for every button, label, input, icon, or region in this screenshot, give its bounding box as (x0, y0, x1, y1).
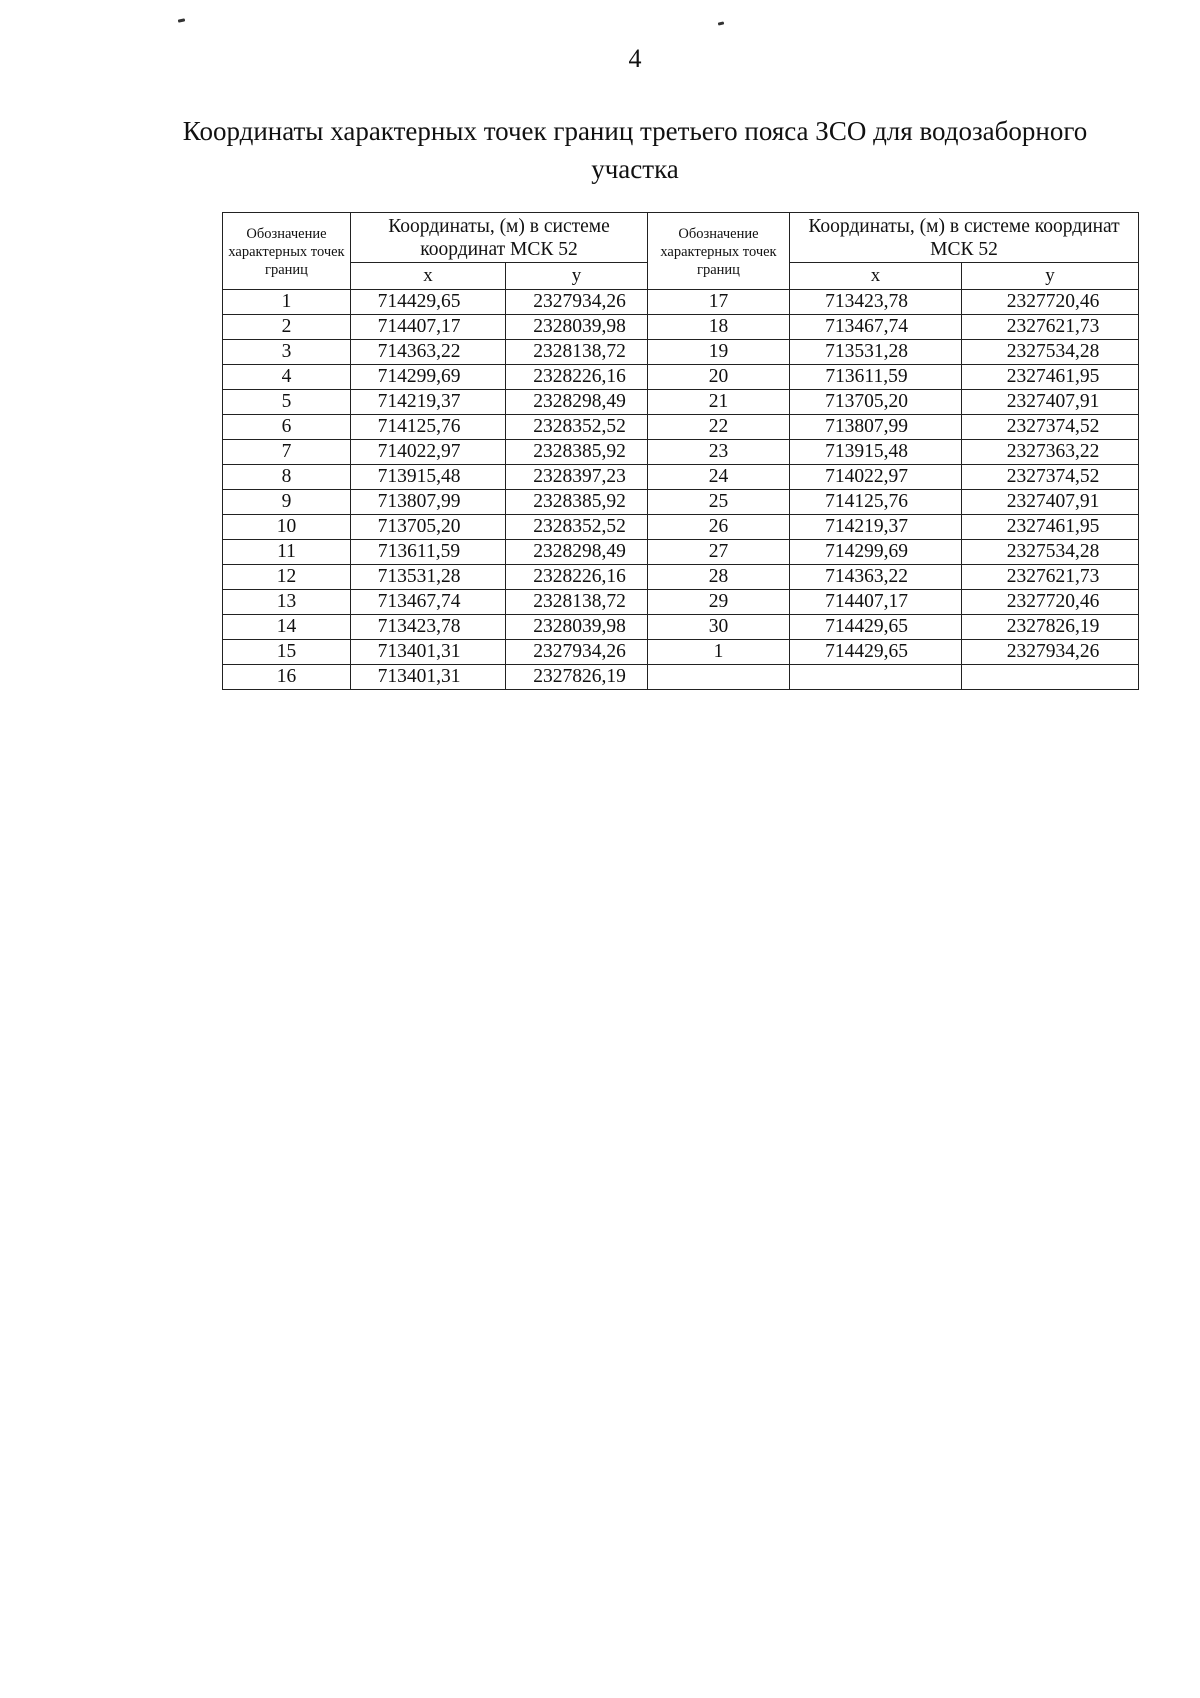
point-number-cell: 16 (223, 665, 351, 690)
point-number-cell: 18 (648, 315, 790, 340)
x-coordinate-cell: 714429,65 (790, 640, 962, 665)
point-number-cell: 2 (223, 315, 351, 340)
point-number-cell: 25 (648, 490, 790, 515)
x-coordinate-cell: 714299,69 (790, 540, 962, 565)
table-body (223, 290, 1139, 690)
x-coordinate-cell: 713915,48 (790, 440, 962, 465)
point-number-cell: 12 (223, 565, 351, 590)
coordinates-table (222, 212, 1139, 690)
header-coordinates: Координаты, (м) в системе координат МСК 52 (351, 213, 648, 263)
y-coordinate-cell: 2327934,26 (506, 640, 648, 665)
header-coordinates: Координаты, (м) в системе координат МСК 52 (790, 213, 1139, 263)
y-coordinate-cell: 2328138,72 (506, 340, 648, 365)
x-coordinate-cell: 714429,65 (351, 290, 506, 315)
x-coordinate-cell: 713915,48 (351, 465, 506, 490)
point-number-cell: 3 (223, 340, 351, 365)
x-coordinate-cell: 713423,78 (351, 615, 506, 640)
scan-artifact (718, 21, 724, 25)
point-number-cell: 21 (648, 390, 790, 415)
x-coordinate-cell: 714429,65 (790, 615, 962, 640)
y-coordinate-cell: 2327407,91 (962, 490, 1139, 515)
y-coordinate-cell: 2327720,46 (962, 590, 1139, 615)
point-number-cell: 30 (648, 615, 790, 640)
point-number-cell: 13 (223, 590, 351, 615)
y-coordinate-cell: 2327934,26 (506, 290, 648, 315)
x-coordinate-cell: 713807,99 (790, 415, 962, 440)
point-number-cell: 1 (648, 640, 790, 665)
x-coordinate-cell: 713807,99 (351, 490, 506, 515)
point-number-cell: 7 (223, 440, 351, 465)
header-designation: Обозначение характерных точек границ (648, 213, 790, 290)
table-row (223, 365, 1139, 390)
table-row (223, 490, 1139, 515)
y-coordinate-cell: 2328385,92 (506, 490, 648, 515)
table-row (223, 440, 1139, 465)
point-number-cell: 19 (648, 340, 790, 365)
point-number-cell: 10 (223, 515, 351, 540)
x-coordinate-cell: 713401,31 (351, 665, 506, 690)
y-coordinate-cell: 2328298,49 (506, 540, 648, 565)
x-coordinate-cell: 713423,78 (790, 290, 962, 315)
x-coordinate-cell: 713401,31 (351, 640, 506, 665)
y-coordinate-cell: 2327363,22 (962, 440, 1139, 465)
y-coordinate-cell: 2327461,95 (962, 515, 1139, 540)
table-row (223, 615, 1139, 640)
x-coordinate-cell (790, 665, 962, 690)
page-number: 4 (628, 44, 642, 73)
point-number-cell: 20 (648, 365, 790, 390)
point-number-cell (648, 665, 790, 690)
y-coordinate-cell: 2327826,19 (506, 665, 648, 690)
point-number-cell: 26 (648, 515, 790, 540)
x-coordinate-cell: 714363,22 (790, 565, 962, 590)
table-row (223, 565, 1139, 590)
y-coordinate-cell: 2327934,26 (962, 640, 1139, 665)
x-coordinate-cell: 713705,20 (351, 515, 506, 540)
table-row (223, 515, 1139, 540)
y-coordinate-cell: 2327534,28 (962, 340, 1139, 365)
x-coordinate-cell: 713531,28 (351, 565, 506, 590)
x-coordinate-cell: 714125,76 (790, 490, 962, 515)
y-coordinate-cell: 2327621,73 (962, 565, 1139, 590)
point-number-cell: 5 (223, 390, 351, 415)
header-designation: Обозначение характерных точек границ (223, 213, 351, 290)
y-coordinate-cell: 2327461,95 (962, 365, 1139, 390)
table-row (223, 390, 1139, 415)
y-coordinate-cell: 2328039,98 (506, 615, 648, 640)
y-coordinate-cell: 2327720,46 (962, 290, 1139, 315)
point-number-cell: 17 (648, 290, 790, 315)
point-number-cell: 29 (648, 590, 790, 615)
y-coordinate-cell: 2327621,73 (962, 315, 1139, 340)
x-coordinate-cell: 714407,17 (351, 315, 506, 340)
table-header-row (223, 213, 1139, 263)
y-coordinate-cell: 2328352,52 (506, 415, 648, 440)
x-coordinate-cell: 714407,17 (790, 590, 962, 615)
header-y: у (962, 263, 1139, 290)
header-x: х (790, 263, 962, 290)
x-coordinate-cell: 714219,37 (351, 390, 506, 415)
scan-artifact (178, 18, 185, 22)
point-number-cell: 1 (223, 290, 351, 315)
y-coordinate-cell: 2327407,91 (962, 390, 1139, 415)
table-row (223, 415, 1139, 440)
header-y: у (506, 263, 648, 290)
point-number-cell: 23 (648, 440, 790, 465)
header-x: х (351, 263, 506, 290)
y-coordinate-cell: 2327534,28 (962, 540, 1139, 565)
point-number-cell: 11 (223, 540, 351, 565)
table-row (223, 315, 1139, 340)
y-coordinate-cell: 2328397,23 (506, 465, 648, 490)
point-number-cell: 14 (223, 615, 351, 640)
x-coordinate-cell: 713467,74 (790, 315, 962, 340)
x-coordinate-cell: 713467,74 (351, 590, 506, 615)
y-coordinate-cell: 2328226,16 (506, 365, 648, 390)
x-coordinate-cell: 714125,76 (351, 415, 506, 440)
point-number-cell: 6 (223, 415, 351, 440)
point-number-cell: 28 (648, 565, 790, 590)
point-number-cell: 4 (223, 365, 351, 390)
x-coordinate-cell: 714299,69 (351, 365, 506, 390)
point-number-cell: 27 (648, 540, 790, 565)
y-coordinate-cell: 2328226,16 (506, 565, 648, 590)
y-coordinate-cell: 2327826,19 (962, 615, 1139, 640)
x-coordinate-cell: 714022,97 (351, 440, 506, 465)
table-row (223, 590, 1139, 615)
y-coordinate-cell (962, 665, 1139, 690)
point-number-cell: 22 (648, 415, 790, 440)
table-row (223, 340, 1139, 365)
table-row (223, 665, 1139, 690)
x-coordinate-cell: 714219,37 (790, 515, 962, 540)
x-coordinate-cell: 713705,20 (790, 390, 962, 415)
y-coordinate-cell: 2328298,49 (506, 390, 648, 415)
y-coordinate-cell: 2327374,52 (962, 415, 1139, 440)
x-coordinate-cell: 714363,22 (351, 340, 506, 365)
table-row (223, 640, 1139, 665)
x-coordinate-cell: 714022,97 (790, 465, 962, 490)
point-number-cell: 9 (223, 490, 351, 515)
table-row (223, 540, 1139, 565)
point-number-cell: 24 (648, 465, 790, 490)
x-coordinate-cell: 713611,59 (790, 365, 962, 390)
y-coordinate-cell: 2328352,52 (506, 515, 648, 540)
document-title: Координаты характерных точек границ третьего пояса ЗСО для водозаборного участка (182, 116, 1088, 184)
table-row (223, 290, 1139, 315)
table-row (223, 465, 1139, 490)
x-coordinate-cell: 713611,59 (351, 540, 506, 565)
y-coordinate-cell: 2328138,72 (506, 590, 648, 615)
point-number-cell: 8 (223, 465, 351, 490)
x-coordinate-cell: 713531,28 (790, 340, 962, 365)
y-coordinate-cell: 2327374,52 (962, 465, 1139, 490)
y-coordinate-cell: 2328039,98 (506, 315, 648, 340)
point-number-cell: 15 (223, 640, 351, 665)
y-coordinate-cell: 2328385,92 (506, 440, 648, 465)
